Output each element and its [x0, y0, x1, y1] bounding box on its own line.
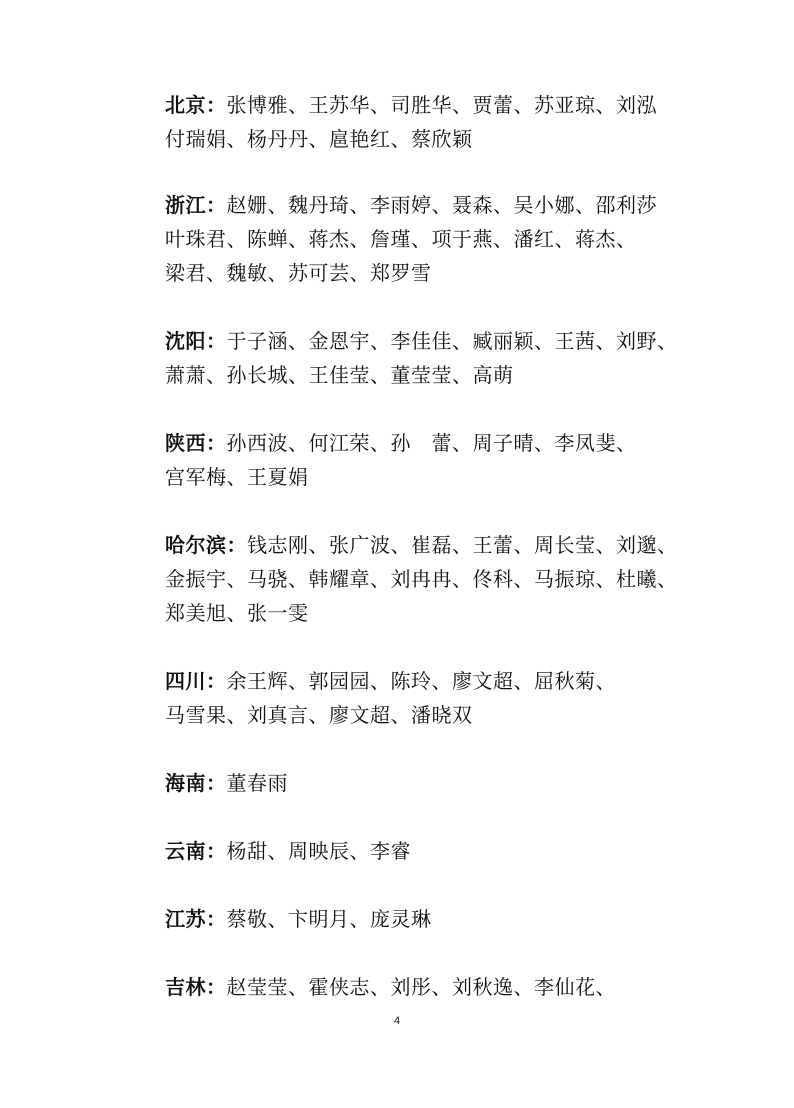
section-line — [165, 834, 725, 868]
region-label: 海南： — [165, 771, 227, 795]
section-jilin — [165, 970, 725, 1004]
names-text: 杨甜、周映辰、李睿 — [226, 839, 411, 863]
section-line: 萧萧、孙长城、王佳莹、董莹莹、高萌 — [165, 363, 514, 387]
section-jiangsu — [165, 902, 725, 936]
section-line — [165, 902, 725, 936]
names-text: 赵姗、魏丹琦、李雨婷、聂森、吴小娜、邵利莎 — [226, 193, 657, 217]
section-line: 马雪果、刘真言、廖文超、潘晓双 — [165, 703, 473, 727]
section-zhejiang — [165, 188, 725, 290]
region-label: 四川： — [165, 669, 227, 693]
section-line — [165, 88, 725, 122]
section-line — [165, 664, 725, 698]
section-shaanxi — [165, 426, 725, 494]
section-line: 宫军梅、王夏娟 — [165, 465, 309, 489]
region-label: 吉林： — [165, 975, 227, 999]
section-line — [165, 324, 725, 358]
section-line — [165, 528, 725, 562]
section-shenyang — [165, 324, 725, 392]
section-line: 郑美旭、张一雯 — [165, 601, 309, 625]
names-text: 孙西波、何江荣、孙 蕾、周子晴、李凤斐、 — [226, 431, 637, 455]
section-line: 付瑞娟、杨丹丹、扈艳红、蔡欣颖 — [165, 127, 473, 151]
section-sichuan — [165, 664, 725, 732]
names-text: 于子涵、金恩宇、李佳佳、臧丽颖、王茜、刘野、 — [226, 329, 678, 353]
section-line — [165, 766, 725, 800]
section-beijing — [165, 88, 725, 156]
section-line: 叶珠君、陈蝉、蒋杰、詹瑾、项于燕、潘红、蒋杰、 — [165, 227, 637, 251]
names-text: 张博雅、王苏华、司胜华、贾蕾、苏亚琼、刘泓 — [226, 93, 657, 117]
section-line — [165, 188, 725, 222]
names-text: 董春雨 — [226, 771, 288, 795]
page-number: 4 — [393, 1015, 401, 1027]
region-label: 江苏： — [165, 907, 227, 931]
section-harbin — [165, 528, 725, 630]
section-line: 梁君、魏敏、苏可芸、郑罗雪 — [165, 261, 432, 285]
section-hainan — [165, 766, 725, 800]
names-text: 赵莹莹、霍侠志、刘彤、刘秋逸、李仙花、 — [226, 975, 616, 999]
region-label: 云南： — [165, 839, 227, 863]
section-line — [165, 970, 725, 1004]
region-label: 浙江： — [165, 193, 227, 217]
region-label: 沈阳： — [165, 329, 227, 353]
names-text: 余王辉、郭园园、陈玲、廖文超、屈秋菊、 — [226, 669, 616, 693]
region-label: 北京： — [165, 93, 227, 117]
section-line: 金振宇、马骁、韩耀章、刘冉冉、佟科、马振琼、杜曦、 — [165, 567, 678, 591]
names-text: 钱志刚、张广波、崔磊、王蕾、周长莹、刘邈、 — [247, 533, 678, 557]
region-label: 陕西： — [165, 431, 227, 455]
names-text: 蔡敬、卞明月、庞灵琳 — [226, 907, 432, 931]
region-label: 哈尔滨： — [165, 533, 247, 557]
section-line — [165, 426, 725, 460]
section-yunnan — [165, 834, 725, 868]
